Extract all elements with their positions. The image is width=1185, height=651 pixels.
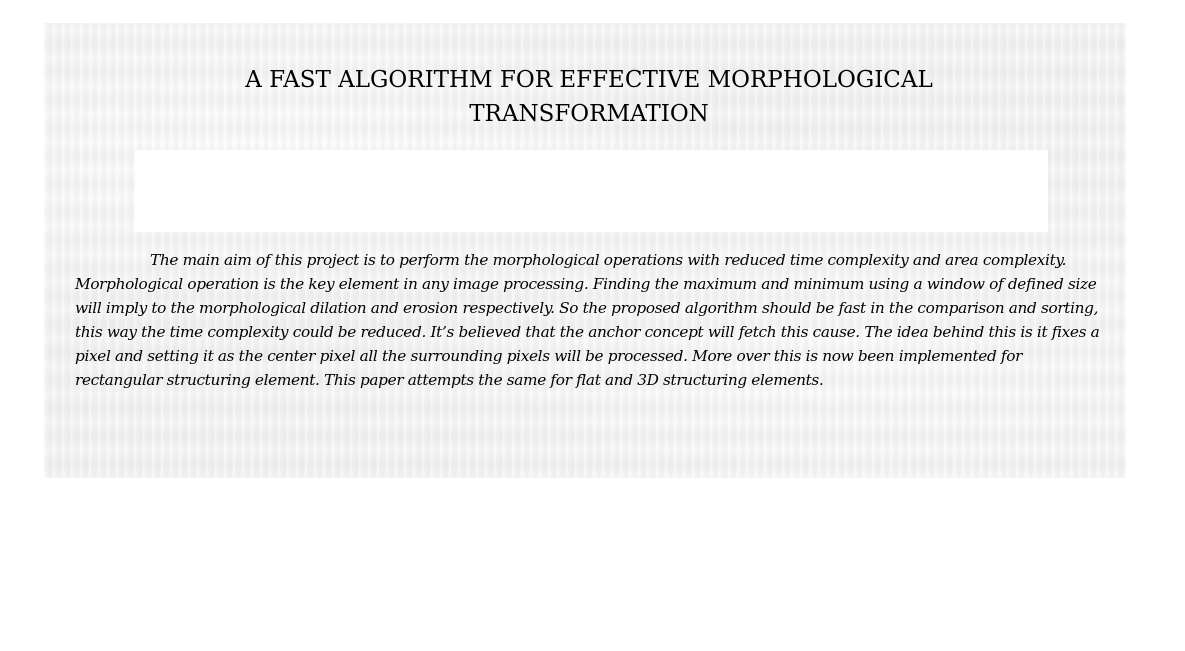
title-line-1: A FAST ALGORITHM FOR EFFECTIVE MORPHOLOGICAL bbox=[245, 67, 933, 93]
slide-panel bbox=[44, 23, 1126, 478]
page-title bbox=[44, 63, 1134, 131]
blank-banner bbox=[135, 150, 1048, 232]
abstract-paragraph: The main aim of this project is to perform the morphological operations with reduced time complexity and area complexity. Morphological operation is the key element in any image processing. Finding the maximum and minimum using a window of defined size will imply to the morphological dilation and erosion respectively. So the proposed algorithm should be fast in the comparison and sorting, this way the time complexity could be reduced. It’s believed that the anchor concept will fetch this cause. The idea behind this is it fixes a pixel and setting it as the center pixel all the surrounding pixels will be processed. More over this is now been implemented for rectangular structuring element. This paper attempts the same for flat and 3D structuring elements. bbox=[75, 251, 1100, 389]
title-line-2: TRANSFORMATION bbox=[469, 101, 709, 127]
